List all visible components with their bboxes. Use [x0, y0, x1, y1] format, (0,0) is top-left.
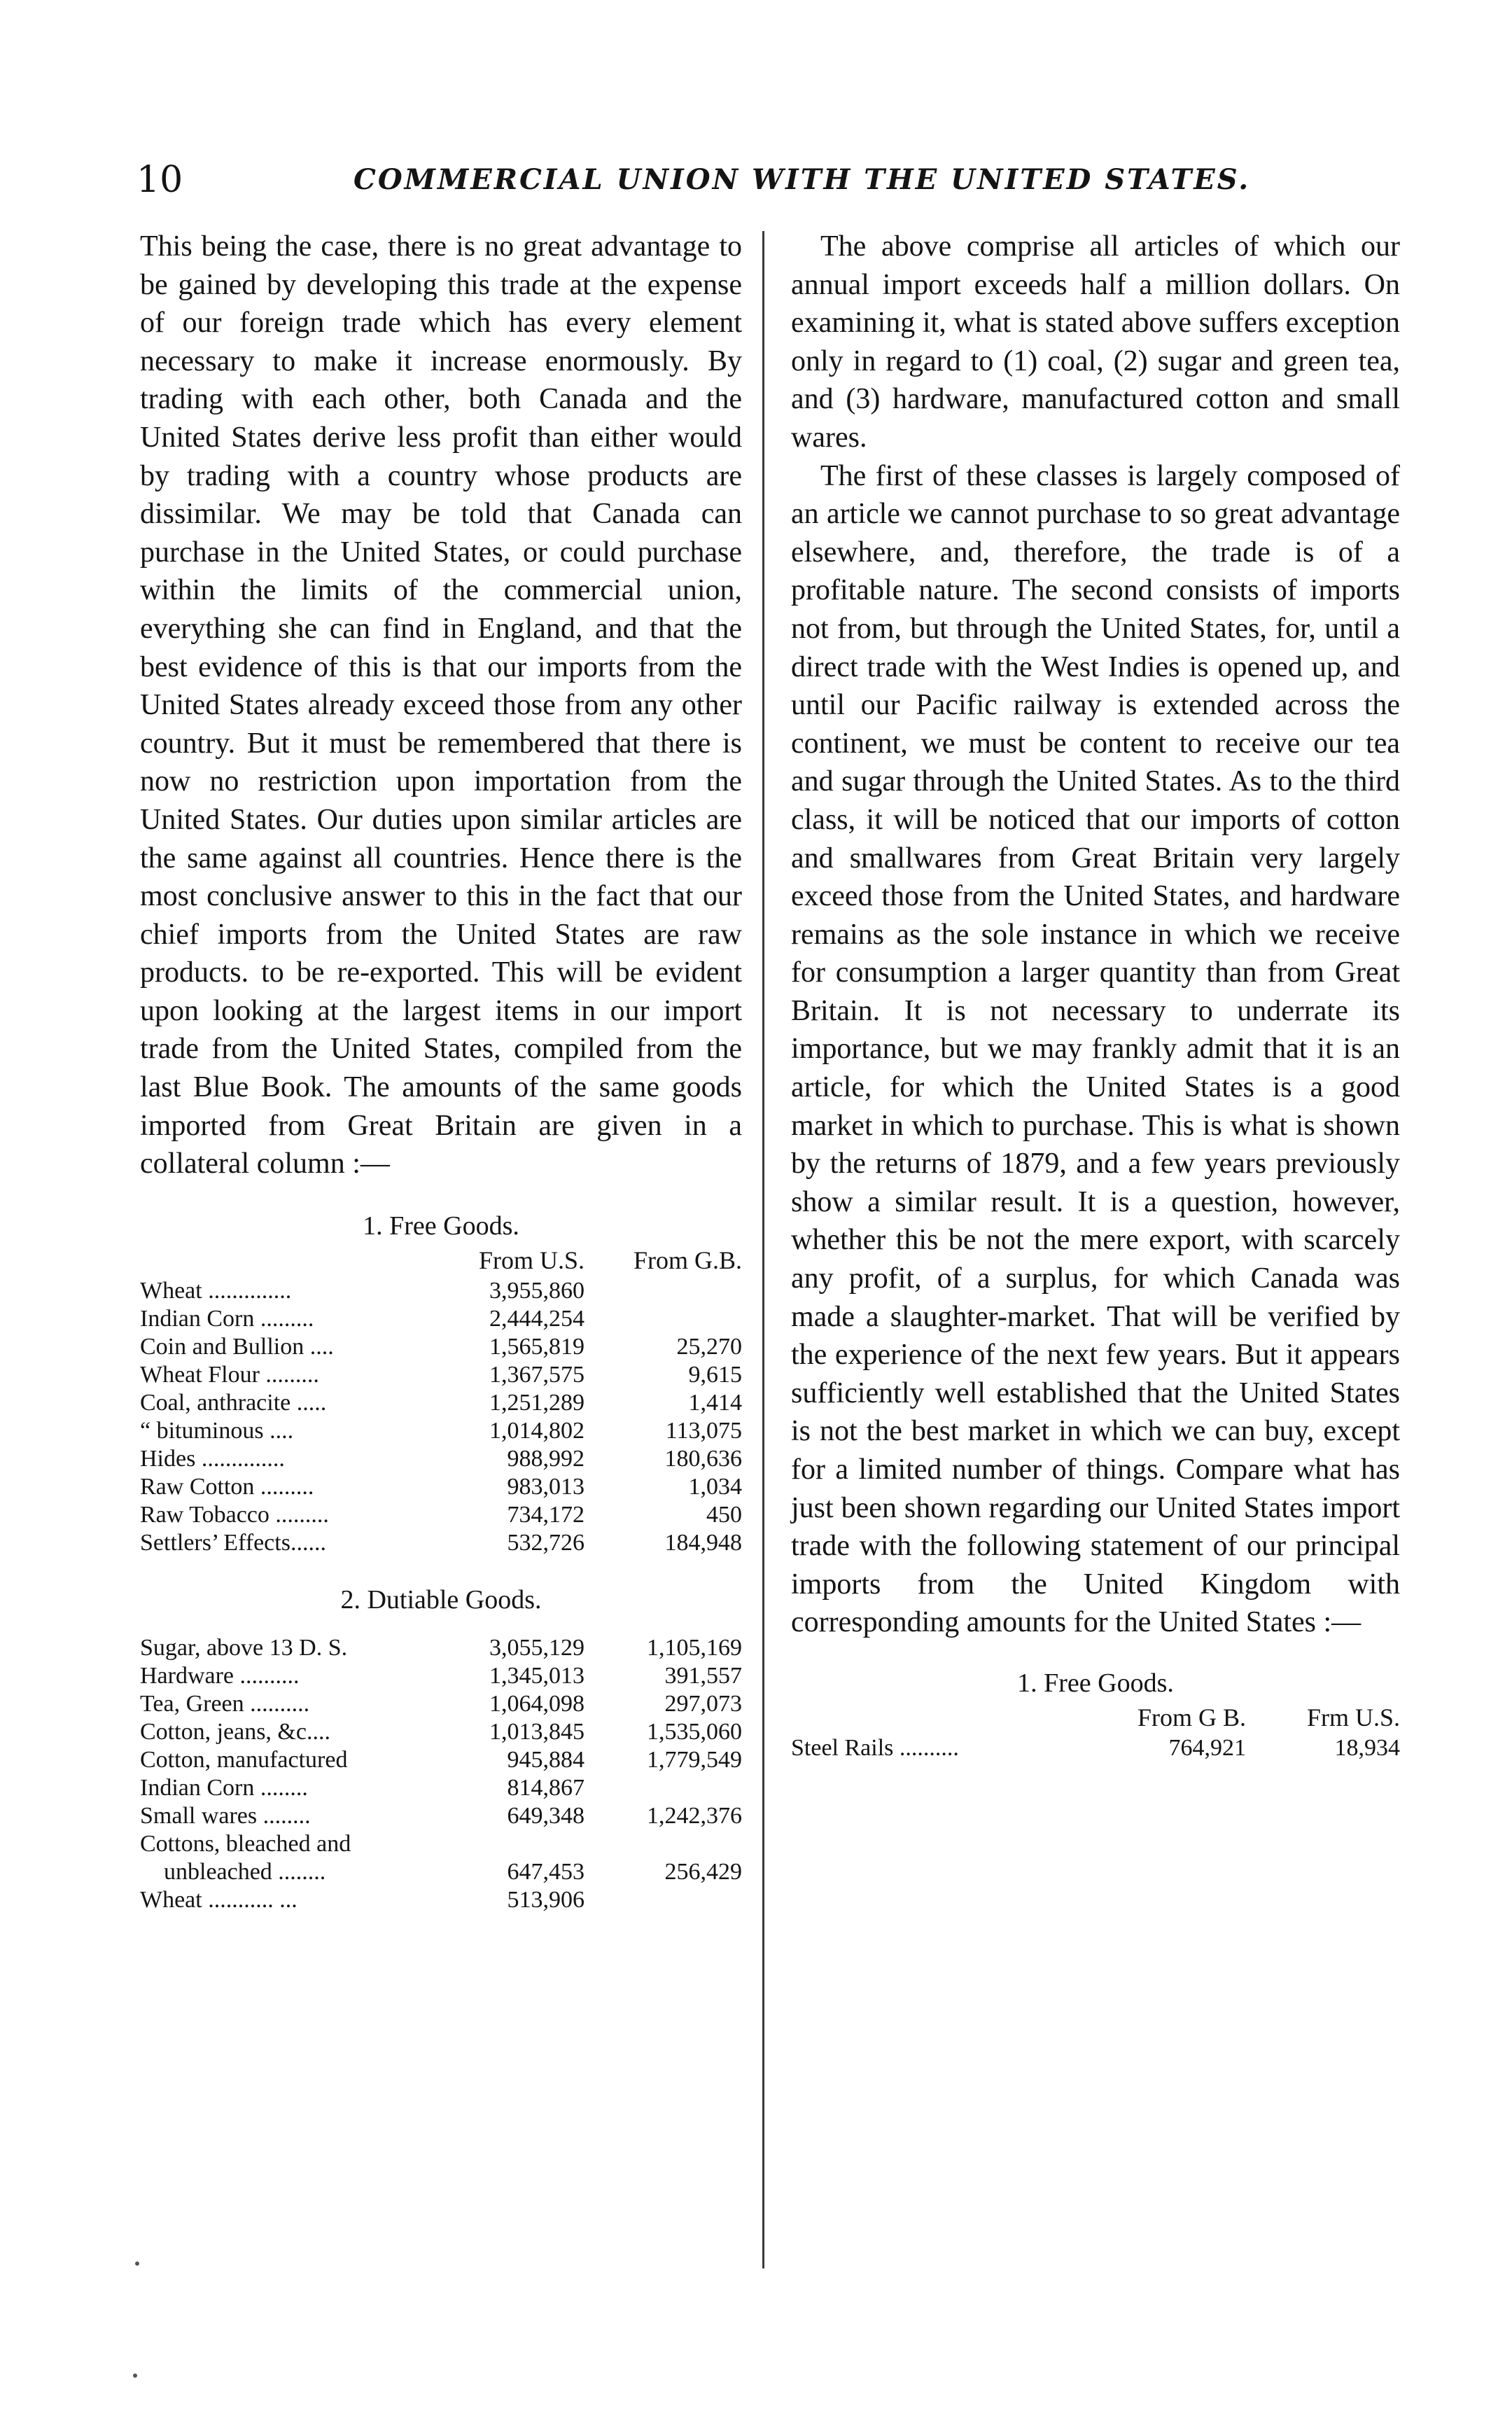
item-name: Wheat ........... ... [140, 1886, 298, 1913]
table-row [140, 1361, 742, 1389]
us-value: 988,992 [507, 1445, 584, 1472]
table-row [140, 1473, 742, 1501]
right-column [791, 228, 1400, 1762]
free-goods-heading: 1. Free Goods. [363, 1211, 519, 1241]
table-row [140, 1529, 742, 1557]
page-header [136, 155, 1396, 204]
us-value: 1,251,289 [489, 1389, 584, 1416]
item-name: Cotton, jeans, &c.... [140, 1718, 330, 1745]
gb-value: 450 [706, 1501, 742, 1528]
free-goods-header-row [140, 1243, 742, 1277]
gb-value: 180,636 [664, 1445, 742, 1472]
item-name: Raw Tobacco ......... [140, 1501, 329, 1528]
from-us-column-header: From U.S. [478, 1246, 584, 1274]
item-name: Raw Cotton ......... [140, 1473, 314, 1500]
table-row [140, 1802, 742, 1830]
uk-free-goods-header-row [791, 1701, 1400, 1734]
us-value: 649,348 [507, 1802, 584, 1829]
right-paragraph-2: The first of these classes is largely composed of an article we cannot purchase to so great advantage elsewhere, and, therefore, the trade is of a profitable nature. The second consists of imports not from, but through the United States, for, until a direct trade with the West Indies is opened up, and until our Pacific railway is extended across the continent, we must be content to receive our tea and sugar through the United States. As to the third class, it will be noticed that our imports of cotton and smallwares from Great Britain very largely exceed those from the United States, and hardware remains as the sole instance in which we receive for consumption a larger quantity than from Great Britain. It is not necessary to underrate its importance, but we may frankly admit that it is an article, for which the United States is a good market in which to purchase. This is what is shown by the returns of 1879, and a few years previously show a similar result. It is a question, however, whether this be not the mere export, with scarcely any profit, of a surplus, for which Canada was made a slaughter-market. That will be verified by the experience of the next few years. But it appears sufficiently well established that the United States is not the best market in which we can buy, except for a limited number of things. Compare what has just been shown regarding our United States import trade with the following statement of our principal imports from the United Kingdom with corresponding amounts for the United States :— [791, 459, 1400, 1639]
us-value: 3,055,129 [489, 1634, 584, 1661]
table-row [140, 1662, 742, 1690]
us-value: 814,867 [507, 1774, 584, 1801]
item-name: Hardware .......... [140, 1662, 300, 1689]
right-paragraph-1: The above comprise all articles of which our annual import exceeds half a million dollars. On examining it, what is stated above suffers exception only in regard to (1) coal, (2) sugar and green tea, and (3) hardware, manufactured cotton and small wares. [791, 230, 1400, 454]
gb-value: 297,073 [664, 1690, 742, 1717]
item-name: “ bituminous .... [140, 1417, 294, 1444]
table-row [140, 1305, 742, 1333]
table-row [140, 1417, 742, 1445]
item-name: Indian Corn ......... [140, 1305, 314, 1332]
gb-value: 256,429 [664, 1858, 742, 1885]
table-row [140, 1774, 742, 1802]
us-value: 18,934 [1334, 1734, 1400, 1761]
left-paragraph: This being the case, there is no great advantage to be gained by developing this trade at the expense of our foreign trade which has every element necessary to make it increase enormously. By trading with each other, both Canada and the United States derive less profit than either would by trading with a country whose products are dissimilar. We may be told that Canada can purchase in the United States, or could purchase within the limits of the commercial union, everything she can find in England, and that the best evidence of this is that our imports from the United States already exceed those from any other country. But it must be remembered that there is now no restriction upon importation from the United States. Our duties upon similar articles are the same against all countries. Hence there is the most conclusive answer to this in the fact that our chief imports from the United States are raw products. to be re-exported. This will be evident upon looking at the largest items in our import trade from the United States, compiled from the last Blue Book. The amounts of the same goods imported from Great Britain are given in a collateral column :— [140, 230, 742, 1180]
item-name: Cottons, bleached and [140, 1830, 351, 1857]
gb-value [584, 1305, 742, 1333]
gb-value [584, 1830, 742, 1858]
table-row [140, 1634, 742, 1662]
item-name: Steel Rails .......... [791, 1734, 959, 1761]
us-value: 945,884 [507, 1746, 584, 1773]
us-value: 1,064,098 [489, 1690, 584, 1717]
gb-value: 184,948 [664, 1529, 742, 1556]
us-value: 1,013,845 [489, 1718, 584, 1745]
table-row [140, 1858, 742, 1886]
table-row [140, 1333, 742, 1361]
table-row [791, 1734, 1400, 1762]
table-row [140, 1830, 742, 1858]
us-value: 513,906 [507, 1886, 584, 1913]
item-column-header [791, 1701, 1092, 1734]
table-row [140, 1690, 742, 1718]
us-value [441, 1830, 584, 1858]
from-gb-column-header: From G B. [1137, 1703, 1246, 1731]
us-value: 1,367,575 [489, 1361, 584, 1388]
table-row [140, 1746, 742, 1774]
us-value: 1,345,013 [489, 1662, 584, 1689]
gb-value: 391,557 [664, 1662, 742, 1689]
gb-value: 1,242,376 [647, 1802, 742, 1829]
item-name: Wheat Flour ......... [140, 1361, 319, 1388]
table-row [140, 1886, 742, 1914]
us-value: 983,013 [507, 1473, 584, 1500]
from-gb-column-header: From G.B. [633, 1246, 742, 1274]
us-value: 647,453 [507, 1858, 584, 1885]
print-speck [135, 2261, 139, 2266]
uk-free-goods-table [791, 1701, 1400, 1762]
gb-value: 1,535,060 [647, 1718, 742, 1745]
item-name: Coin and Bullion .... [140, 1333, 334, 1360]
from-us-column-header: Frm U.S. [1306, 1703, 1400, 1731]
column-divider [762, 231, 764, 2268]
gb-value: 113,075 [665, 1417, 742, 1444]
us-value: 1,014,802 [489, 1417, 584, 1444]
item-column-header [140, 1243, 441, 1277]
gb-value: 9,615 [688, 1361, 742, 1388]
table-row [140, 1501, 742, 1529]
item-name: Sugar, above 13 D. S. [140, 1634, 348, 1661]
gb-value [584, 1277, 742, 1305]
gb-value: 1,034 [688, 1473, 742, 1500]
uk-free-goods-heading: 1. Free Goods. [1017, 1668, 1174, 1698]
item-name: Hides .............. [140, 1445, 285, 1472]
item-name: Settlers’ Effects...... [140, 1529, 326, 1556]
us-value: 2,444,254 [489, 1305, 584, 1332]
page-number: 10 [136, 159, 183, 201]
print-speck [133, 2373, 137, 2378]
item-name: Wheat .............. [140, 1277, 292, 1304]
dutiable-goods-table [140, 1634, 742, 1914]
us-value: 1,565,819 [489, 1333, 584, 1360]
dutiable-goods-heading: 2. Dutiable Goods. [340, 1584, 542, 1615]
gb-value: 1,105,169 [647, 1634, 742, 1661]
gb-value [584, 1886, 742, 1914]
gb-value: 25,270 [676, 1333, 742, 1360]
gb-value: 764,921 [1168, 1734, 1246, 1761]
table-row [140, 1445, 742, 1473]
table-row [140, 1718, 742, 1746]
item-name: unbleached ........ [164, 1858, 326, 1885]
item-name: Tea, Green .......... [140, 1690, 310, 1717]
us-value: 3,955,860 [489, 1277, 584, 1304]
running-title: COMMERCIAL UNION WITH THE UNITED STATES. [354, 163, 1251, 196]
item-name: Small wares ........ [140, 1802, 311, 1829]
left-column [140, 228, 742, 1914]
item-name: Cotton, manufactured [140, 1746, 348, 1773]
item-name: Indian Corn ........ [140, 1774, 308, 1801]
gb-value [584, 1774, 742, 1802]
table-row [140, 1277, 742, 1305]
free-goods-table [140, 1243, 742, 1557]
table-row [140, 1389, 742, 1417]
gb-value: 1,414 [688, 1389, 742, 1416]
us-value: 532,726 [507, 1529, 584, 1556]
item-name: Coal, anthracite ..... [140, 1389, 327, 1416]
gb-value: 1,779,549 [647, 1746, 742, 1773]
us-value: 734,172 [507, 1501, 584, 1528]
